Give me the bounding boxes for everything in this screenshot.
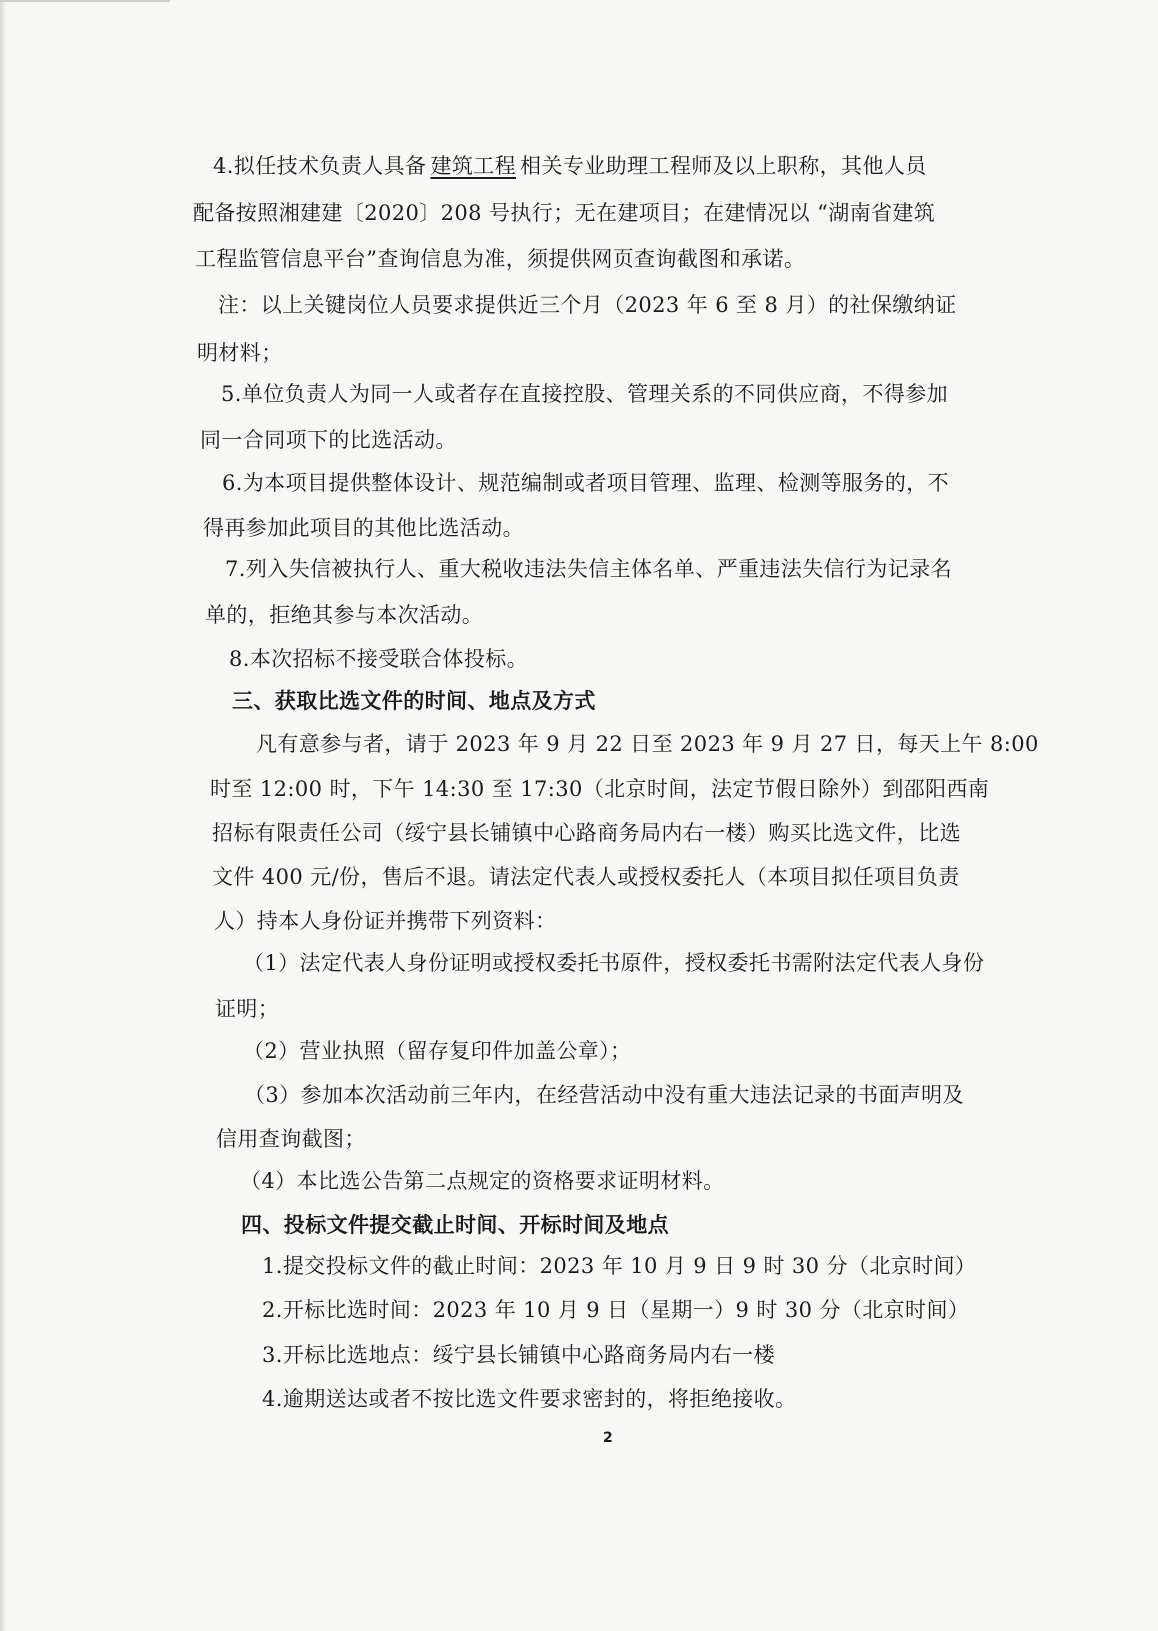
opening-location-line: 3.开标比选地点：绥宁县长铺镇中心路商务局内右一楼: [262, 1343, 776, 1367]
paragraph-line-5: 明材料；: [197, 341, 283, 365]
paragraph-line-17: 文件 400 元/份，售后不退。请法定代表人或授权委托人（本项目拟任项目负责: [212, 865, 960, 889]
line-1-suffix: 相关专业助理工程师及以上职称，其他人员: [520, 154, 927, 178]
paragraph-line-15: 时至 12:00 时，下午 14:30 至 17:30（北京时间，法定节假日除外）到邵阳西南: [210, 777, 990, 801]
paragraph-line-16: 招标有限责任公司（绥宁县长铺镇中心路商务局内右一楼）购买比选文件，比选: [212, 821, 961, 845]
list-item-1: （1）法定代表人身份证明或授权委托书原件，授权委托书需附法定代表人身份: [243, 951, 985, 975]
opening-time-line: 2.开标比选时间：2023 年 10 月 9 日（星期一）9 时 30 分（北京时间）: [262, 1298, 970, 1322]
paragraph-line-18: 人）持本人身份证并携带下列资料：: [214, 909, 557, 933]
section-heading-4: 四、投标文件提交截止时间、开标时间及地点: [241, 1212, 669, 1237]
scan-edge-shadow: [0, 0, 6, 1631]
page-number: 2: [603, 1430, 613, 1446]
paragraph-line-3: 工程监管信息平台”查询信息为准，须提供网页查询截图和承诺。: [195, 247, 806, 271]
paragraph-line-9: 得再参加此项目的其他比选活动。: [203, 516, 524, 540]
paragraph-line-11: 单的，拒绝其参与本次活动。: [205, 603, 484, 627]
line-1-prefix: 4.拟任技术负责人具备: [213, 154, 427, 178]
late-submission-line: 4.逾期送达或者不按比选文件要求密封的，将拒绝接收。: [262, 1387, 797, 1411]
paragraph-line-14: 凡有意参与者，请于 2023 年 9 月 22 日至 2023 年 9 月 27 日，每天上午 8:00: [256, 732, 1039, 756]
list-item-4: （4）本比选公告第二点规定的资格要求证明材料。: [240, 1169, 725, 1193]
paragraph-line-7: 同一合同项下的比选活动。: [200, 428, 457, 452]
paragraph-line-8: 6.为本项目提供整体设计、规范编制或者项目管理、监理、检测等服务的，不: [222, 471, 950, 495]
list-item-2: （2）营业执照（留存复印件加盖公章）；: [243, 1039, 632, 1063]
paragraph-line-4: 注：以上关键岗位人员要求提供近三个月（2023 年 6 至 8 月）的社保缴纳证: [218, 293, 957, 317]
list-item-3: （3）参加本次活动前三年内，在经营活动中没有重大违法记录的书面声明及: [244, 1083, 964, 1107]
paragraph-line-2: 配备按照湘建建〔2020〕208 号执行；无在建项目；在建情况以 “湖南省建筑: [193, 201, 936, 225]
paragraph-line-12: 8.本次招标不接受联合体投标。: [229, 647, 529, 671]
filled-field-engineering: 建筑工程: [430, 154, 517, 178]
list-item-3-continued: 信用查询截图；: [216, 1127, 366, 1151]
paragraph-line-10: 7.列入失信被执行人、重大税收违法失信主体名单、严重违法失信行为记录名: [225, 557, 953, 581]
deadline-line: 1.提交投标文件的截止时间：2023 年 10 月 9 日 9 时 30 分（北京时间）: [262, 1254, 977, 1278]
list-item-1-continued: 证明；: [215, 997, 280, 1021]
scan-top-mark: [0, 0, 170, 2]
paragraph-line-1: [213, 153, 927, 179]
section-heading-3: 三、获取比选文件的时间、地点及方式: [232, 688, 596, 713]
paragraph-line-6: 5.单位负责人为同一人或者存在直接控股、管理关系的不同供应商，不得参加: [221, 382, 949, 406]
